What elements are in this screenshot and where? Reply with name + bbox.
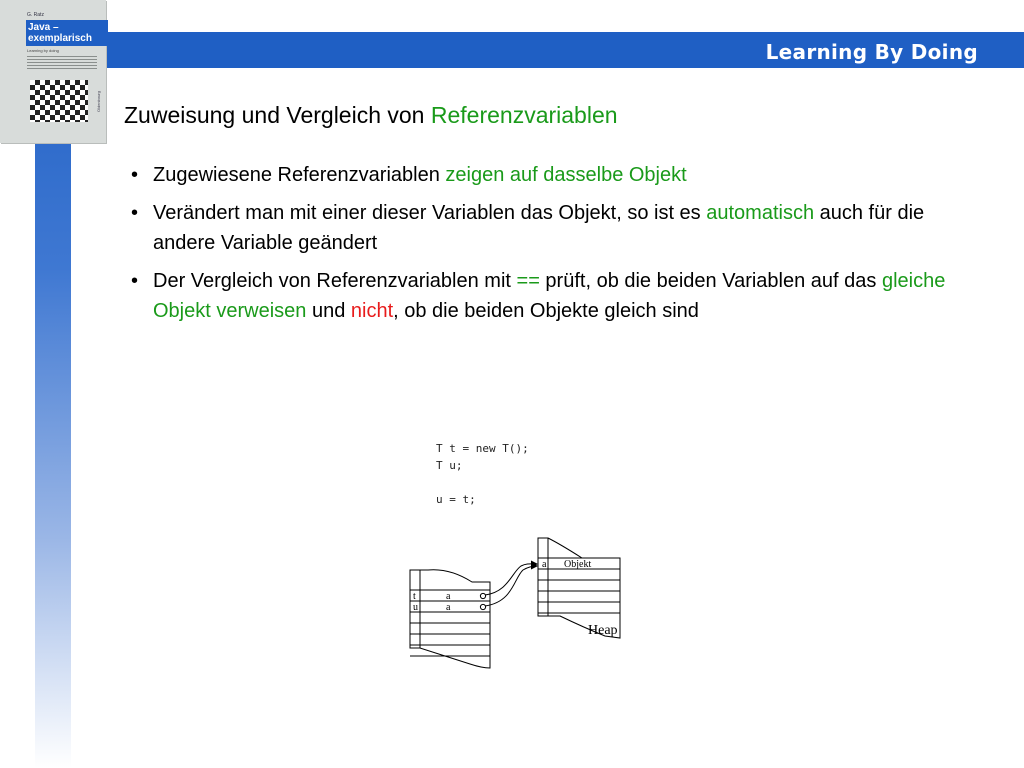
bullet-item-3 [131,266,951,326]
slide-title-highlight: Referenzvariablen [430,102,618,128]
code-snippet [436,440,529,508]
bullet-2-highlight: automatisch [706,202,815,224]
bullet-1-text: Zugewiesene Referenzvariablen [153,164,446,186]
code-line-2: T u; [436,459,463,472]
bullet-2-text-end: auch für die andere Variable geändert [153,202,925,254]
slide-title-prefix: Zuweisung und Vergleich von [124,102,431,128]
code-line-3 [436,474,529,491]
heap-label: Heap [588,623,618,638]
stack-memory [410,570,490,668]
reference-arrow-u [485,566,537,606]
bullet-3-text-3: und [306,300,351,322]
header-band-text: Learning By Doing [765,40,978,64]
bullet-3-text-2: prüft, ob die beiden Variablen auf das [539,270,882,292]
bullet-2-text: Verändert man mit einer dieser Variablen das Objekt, so ist es [153,202,707,224]
book-cover-publisher: Oldenbourg [96,91,101,112]
bullet-3-operator: == [516,270,540,292]
book-cover-image [0,0,106,143]
bullet-3-highlight: gleiche Objekt verweisen [153,270,946,322]
book-cover-subtitle: Learning by doing [27,48,59,53]
slide-title [124,102,618,129]
stack-var-u: u [413,602,418,613]
book-cover-author: G. Ratz [27,12,44,18]
code-line-1: T t = new T(); [436,442,529,455]
bullet-item-1 [131,160,951,190]
bullet-3-text-end: , ob die beiden Objekte gleich sind [393,300,699,322]
bullet-item-2 [131,198,951,258]
reference-diagram [400,530,630,680]
heap-field: a [542,559,547,570]
bullet-list [131,160,951,334]
bullet-3-text: Der Vergleich von Referenzvariablen mit [153,270,517,292]
stack-field-2: a [446,602,451,613]
bullet-3-negation: nicht [350,300,394,322]
stack-var-t: t [413,591,416,602]
book-cover-title-line2: exemplarisch [28,33,92,44]
book-cover-title-line1: Java – [28,22,59,33]
heap-object-label: Objekt [564,559,592,570]
book-cover-text-lines [27,56,97,70]
stack-field-1: a [446,591,451,602]
code-line-4: u = t; [436,493,476,506]
bullet-1-highlight: zeigen auf dasselbe Objekt [445,164,687,186]
reference-dot-t [480,593,485,598]
book-cover-title [26,20,108,46]
book-cover-chessboard [30,80,88,122]
reference-dot-u [480,604,485,609]
